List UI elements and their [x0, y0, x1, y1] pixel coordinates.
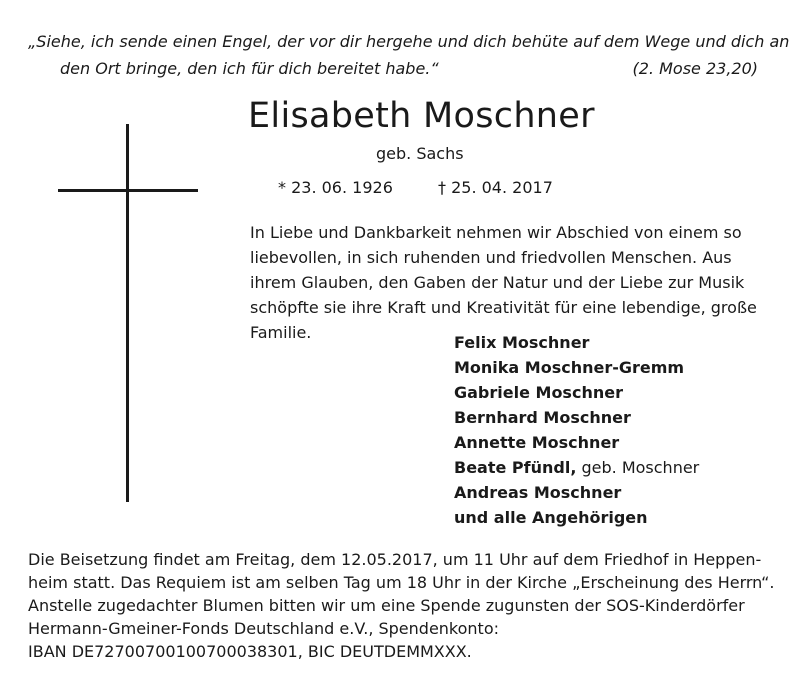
tribute-text	[250, 220, 770, 345]
funeral-details	[28, 548, 778, 663]
tribute-line: ihrem Glauben, den Gaben der Natur und der Liebe zur Musik	[250, 273, 745, 292]
mourner-name: Annette Moschner	[454, 433, 620, 452]
mourner-name: Gabriele Moschner	[454, 383, 623, 402]
mourner-name-row	[454, 455, 699, 480]
quote-line-2: den Ort bringe, den ich für dich bereitet habe.“	[60, 59, 439, 78]
mourner-name: Felix Moschner	[454, 333, 590, 352]
tribute-line: liebevollen, in sich ruhenden und friedvollen Menschen. Aus	[250, 248, 732, 267]
mourner-name: Beate Pfündl,	[454, 458, 577, 477]
mourner-name: Andreas Moschner	[454, 483, 622, 502]
tribute-line: Familie.	[250, 323, 312, 342]
footer-line: Hermann-Gmeiner-Fonds Deutschland e.V., Spendenkonto:	[28, 619, 499, 638]
mourner-maiden-note: geb. Moschner	[576, 458, 700, 477]
maiden-name: geb. Sachs	[376, 144, 464, 163]
mourner-name: Monika Moschner-Gremm	[454, 358, 685, 377]
cross-icon-bar	[58, 189, 198, 192]
mourners-list	[454, 330, 699, 530]
bible-quote	[28, 28, 790, 82]
footer-line: Anstelle zugedachter Blumen bitten wir um eine Spende zugunsten der SOS-Kinderdörfer	[28, 596, 745, 615]
quote-line-1: „Siehe, ich sende einen Engel, der vor dir hergehe und dich behüte auf dem Wege und dich an	[28, 32, 790, 51]
mourner-name: und alle Angehörigen	[454, 508, 648, 527]
mourner-name: Bernhard Moschner	[454, 408, 631, 427]
footer-line: IBAN DE72700700100700038301, BIC DEUTDEMMXXX.	[28, 642, 472, 661]
tribute-line: In Liebe und Dankbarkeit nehmen wir Abschied von einem so	[250, 223, 742, 242]
quote-line-2-row	[28, 55, 768, 82]
cross-icon	[126, 124, 129, 502]
footer-line: Die Beisetzung findet am Freitag, dem 12.05.2017, um 11 Uhr auf dem Friedhof in Heppen-	[28, 550, 762, 569]
birth-date: * 23. 06. 1926	[278, 178, 393, 197]
death-date: † 25. 04. 2017	[438, 178, 553, 197]
quote-source: (2. Mose 23,20)	[632, 59, 758, 78]
footer-line: heim statt. Das Requiem ist am selben Tag um 18 Uhr in der Kirche „Erscheinung des Herrn“.	[28, 573, 775, 592]
deceased-name: Elisabeth Moschner	[248, 96, 595, 136]
tribute-line: schöpfte sie ihre Kraft und Kreativität für eine lebendige, große	[250, 298, 757, 317]
